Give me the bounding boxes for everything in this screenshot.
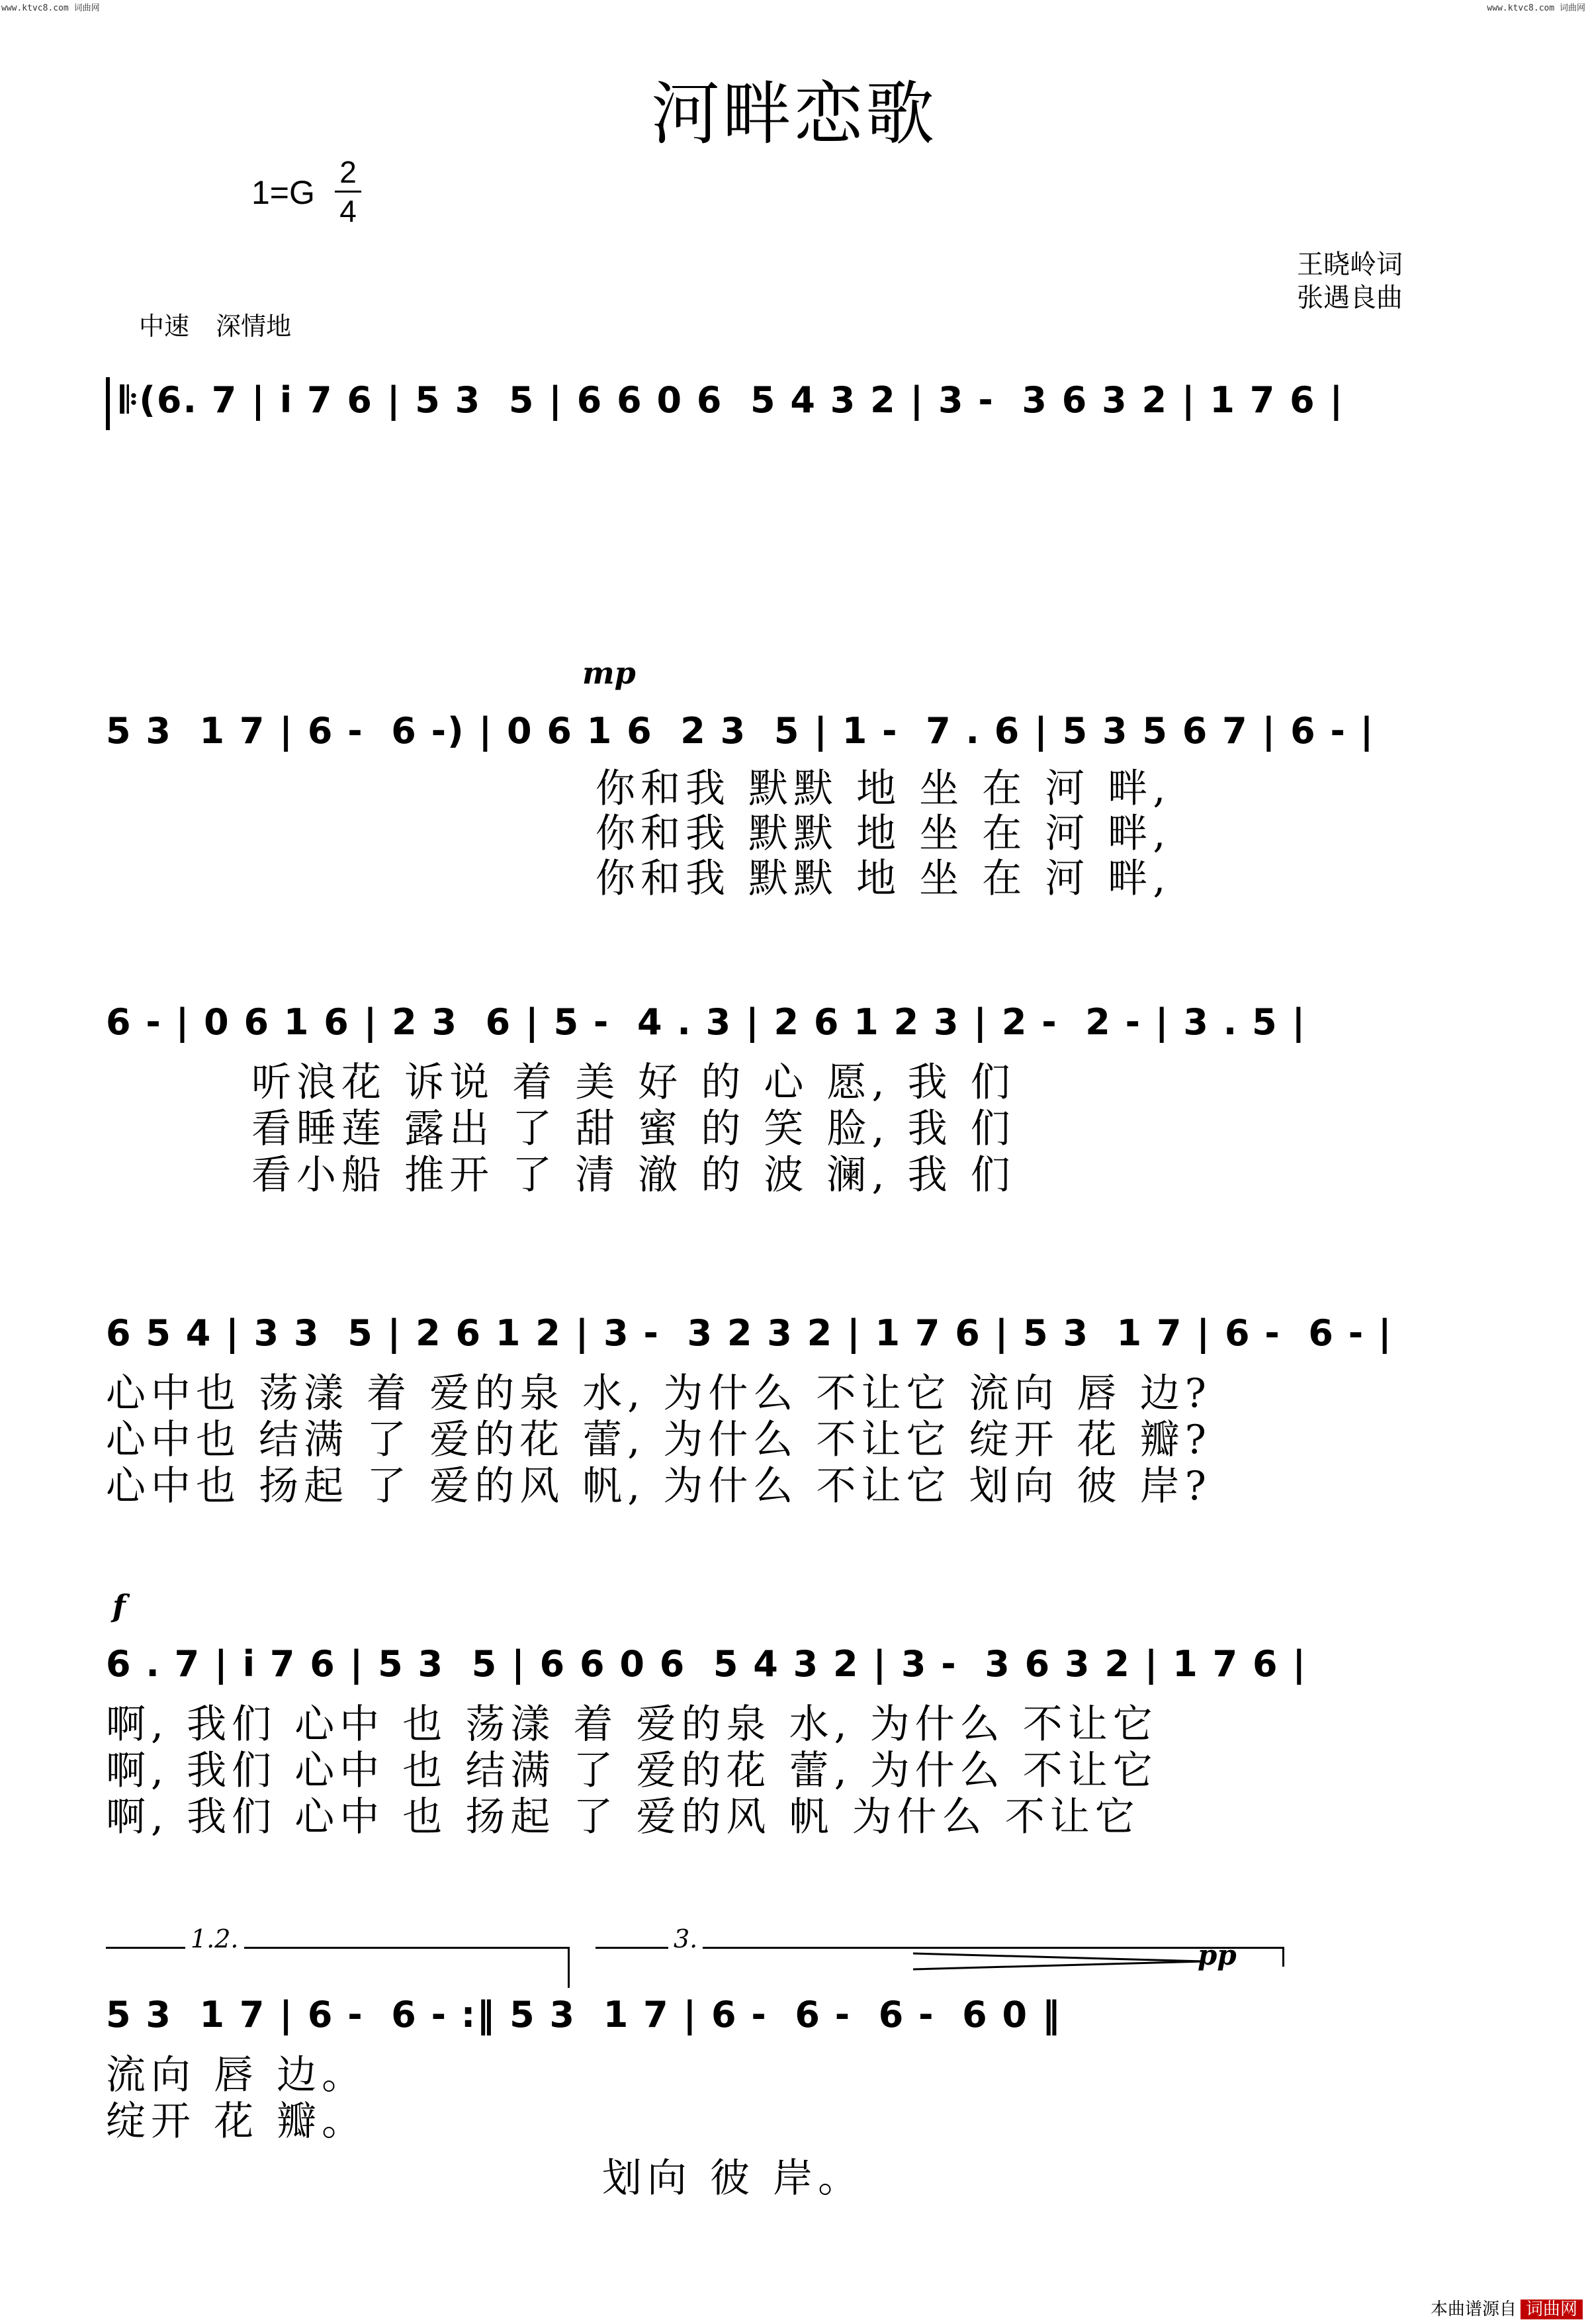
key-signature: 1=G	[251, 174, 315, 211]
footer-credit	[1431, 2296, 1583, 2320]
notes-row-5: 6 . 7 | i 7 6 | 5 3 5 | 6 6 0 6 5 4 3 2 | 3 - 3 6 3 2 | 1 7 6 |	[106, 1643, 1307, 1685]
notes-row-1: 𝄆(6. 7 | i 7 6 | 5 3 5 | 6 6 0 6 5 4 3 2 | 3 - 3 6 3 2 | 1 7 6 |	[120, 379, 1345, 421]
watermark-left: www.ktvc8.com 词曲网	[1, 3, 100, 13]
tempo-marking: 中速 深情地	[139, 312, 292, 341]
lyrics-row-6-verse-1: 流向 唇 边。	[106, 2052, 367, 2098]
lyrics-row-4-verse-1: 心中也 荡漾 着 爱的泉 水, 为什么 不让它 流向 唇 边?	[106, 1370, 1212, 1417]
lyrics-row-5-verse-3: 啊, 我们 心中 也 扬起 了 爱的风 帆 为什么 不让它	[106, 1794, 1140, 1840]
lyrics-row-3-verse-3: 看小船 推开 了 清 澈 的 波 澜, 我 们	[251, 1152, 1016, 1198]
notes-row-4: 6 5 4 | 3 3 5 | 2 6 1 2 | 3 - 3 2 3 2 | 1 7 6 | 5 3 1 7 | 6 - 6 - |	[106, 1312, 1393, 1354]
repeat-start-barline	[106, 377, 110, 430]
lyrics-row-6-verse-2: 绽开 花 瓣。	[106, 2098, 367, 2145]
dynamic-mp: mp	[582, 655, 636, 691]
time-signature	[335, 154, 361, 230]
lyrics-row-2-verse-2: 你和我 默默 地 坐 在 河 畔,	[596, 811, 1171, 857]
watermark-right: www.ktvc8.com 词曲网	[1487, 3, 1585, 13]
staff-row-6	[106, 1992, 1510, 2202]
volta-3-label: 3.	[668, 1924, 703, 1953]
notes-row-3: 6 - | 0 6 1 6 | 2 3 6 | 5 - 4 . 3 | 2 6 1 2 3 | 2 - 2 - | 3 . 5 |	[106, 1001, 1307, 1043]
staff-row-3	[106, 999, 1510, 1211]
lyrics-row-3-verse-2: 看睡莲 露出 了 甜 蜜 的 笑 脸, 我 们	[251, 1106, 1016, 1152]
staff-row-1	[106, 377, 1510, 443]
hairpin-stroke	[913, 1953, 1204, 1969]
lyricist-credit: 王晓岭词	[1297, 249, 1403, 280]
dynamic-f: f	[112, 1588, 126, 1624]
notes-row-2: 5 3 1 7 | 6 - 6 -) | 0 6 1 6 2 3 5 | 1 - 7 . 6 | 5 3 5 6 7 | 6 - |	[106, 710, 1375, 752]
lyrics-row-3-verse-1: 听浪花 诉说 着 美 好 的 心 愿, 我 们	[251, 1059, 1016, 1106]
lyrics-row-5-verse-2: 啊, 我们 心中 也 结满 了 爱的花 蕾, 为什么 不让它	[106, 1748, 1158, 1794]
lyrics-row-2-verse-3: 你和我 默默 地 坐 在 河 畔,	[596, 856, 1171, 902]
staff-row-4	[106, 1310, 1510, 1522]
decrescendo-hairpin	[913, 1952, 1204, 1972]
footer-label: 本曲谱源自	[1430, 2300, 1517, 2319]
notes-row-6: 5 3 1 7 | 6 - 6 - :‖ 5 3 1 7 | 6 - 6 - 6 - 6 0 ‖	[106, 1994, 1061, 2035]
lyrics-row-5-verse-1: 啊, 我们 心中 也 荡漾 着 爱的泉 水, 为什么 不让它	[106, 1701, 1158, 1748]
lyrics-row-2-verse-1: 你和我 默默 地 坐 在 河 畔,	[596, 766, 1171, 812]
volta-1-end	[568, 1947, 570, 1988]
volta-1-line	[106, 1947, 569, 1949]
footer-site[interactable]: 词曲网	[1521, 2300, 1583, 2319]
meter-top: 2	[339, 155, 357, 189]
staff-row-5	[106, 1641, 1510, 1853]
lyrics-row-6-verse-3: 划向 彼 岸。	[602, 2155, 863, 2202]
meter-bottom: 4	[335, 191, 361, 230]
lyrics-row-4-verse-3: 心中也 扬起 了 爱的风 帆, 为什么 不让它 划向 彼 岸?	[106, 1463, 1212, 1509]
dynamic-pp: pp	[1198, 1939, 1237, 1971]
volta-1-label: 1.2.	[185, 1924, 244, 1953]
song-title: 河畔恋歌	[650, 73, 937, 154]
lyrics-row-4-verse-2: 心中也 结满 了 爱的花 蕾, 为什么 不让它 绽开 花 瓣?	[106, 1417, 1212, 1463]
composer-credit: 张遇良曲	[1297, 283, 1403, 313]
volta-3-end	[1282, 1947, 1284, 1967]
staff-row-2	[106, 708, 1510, 913]
